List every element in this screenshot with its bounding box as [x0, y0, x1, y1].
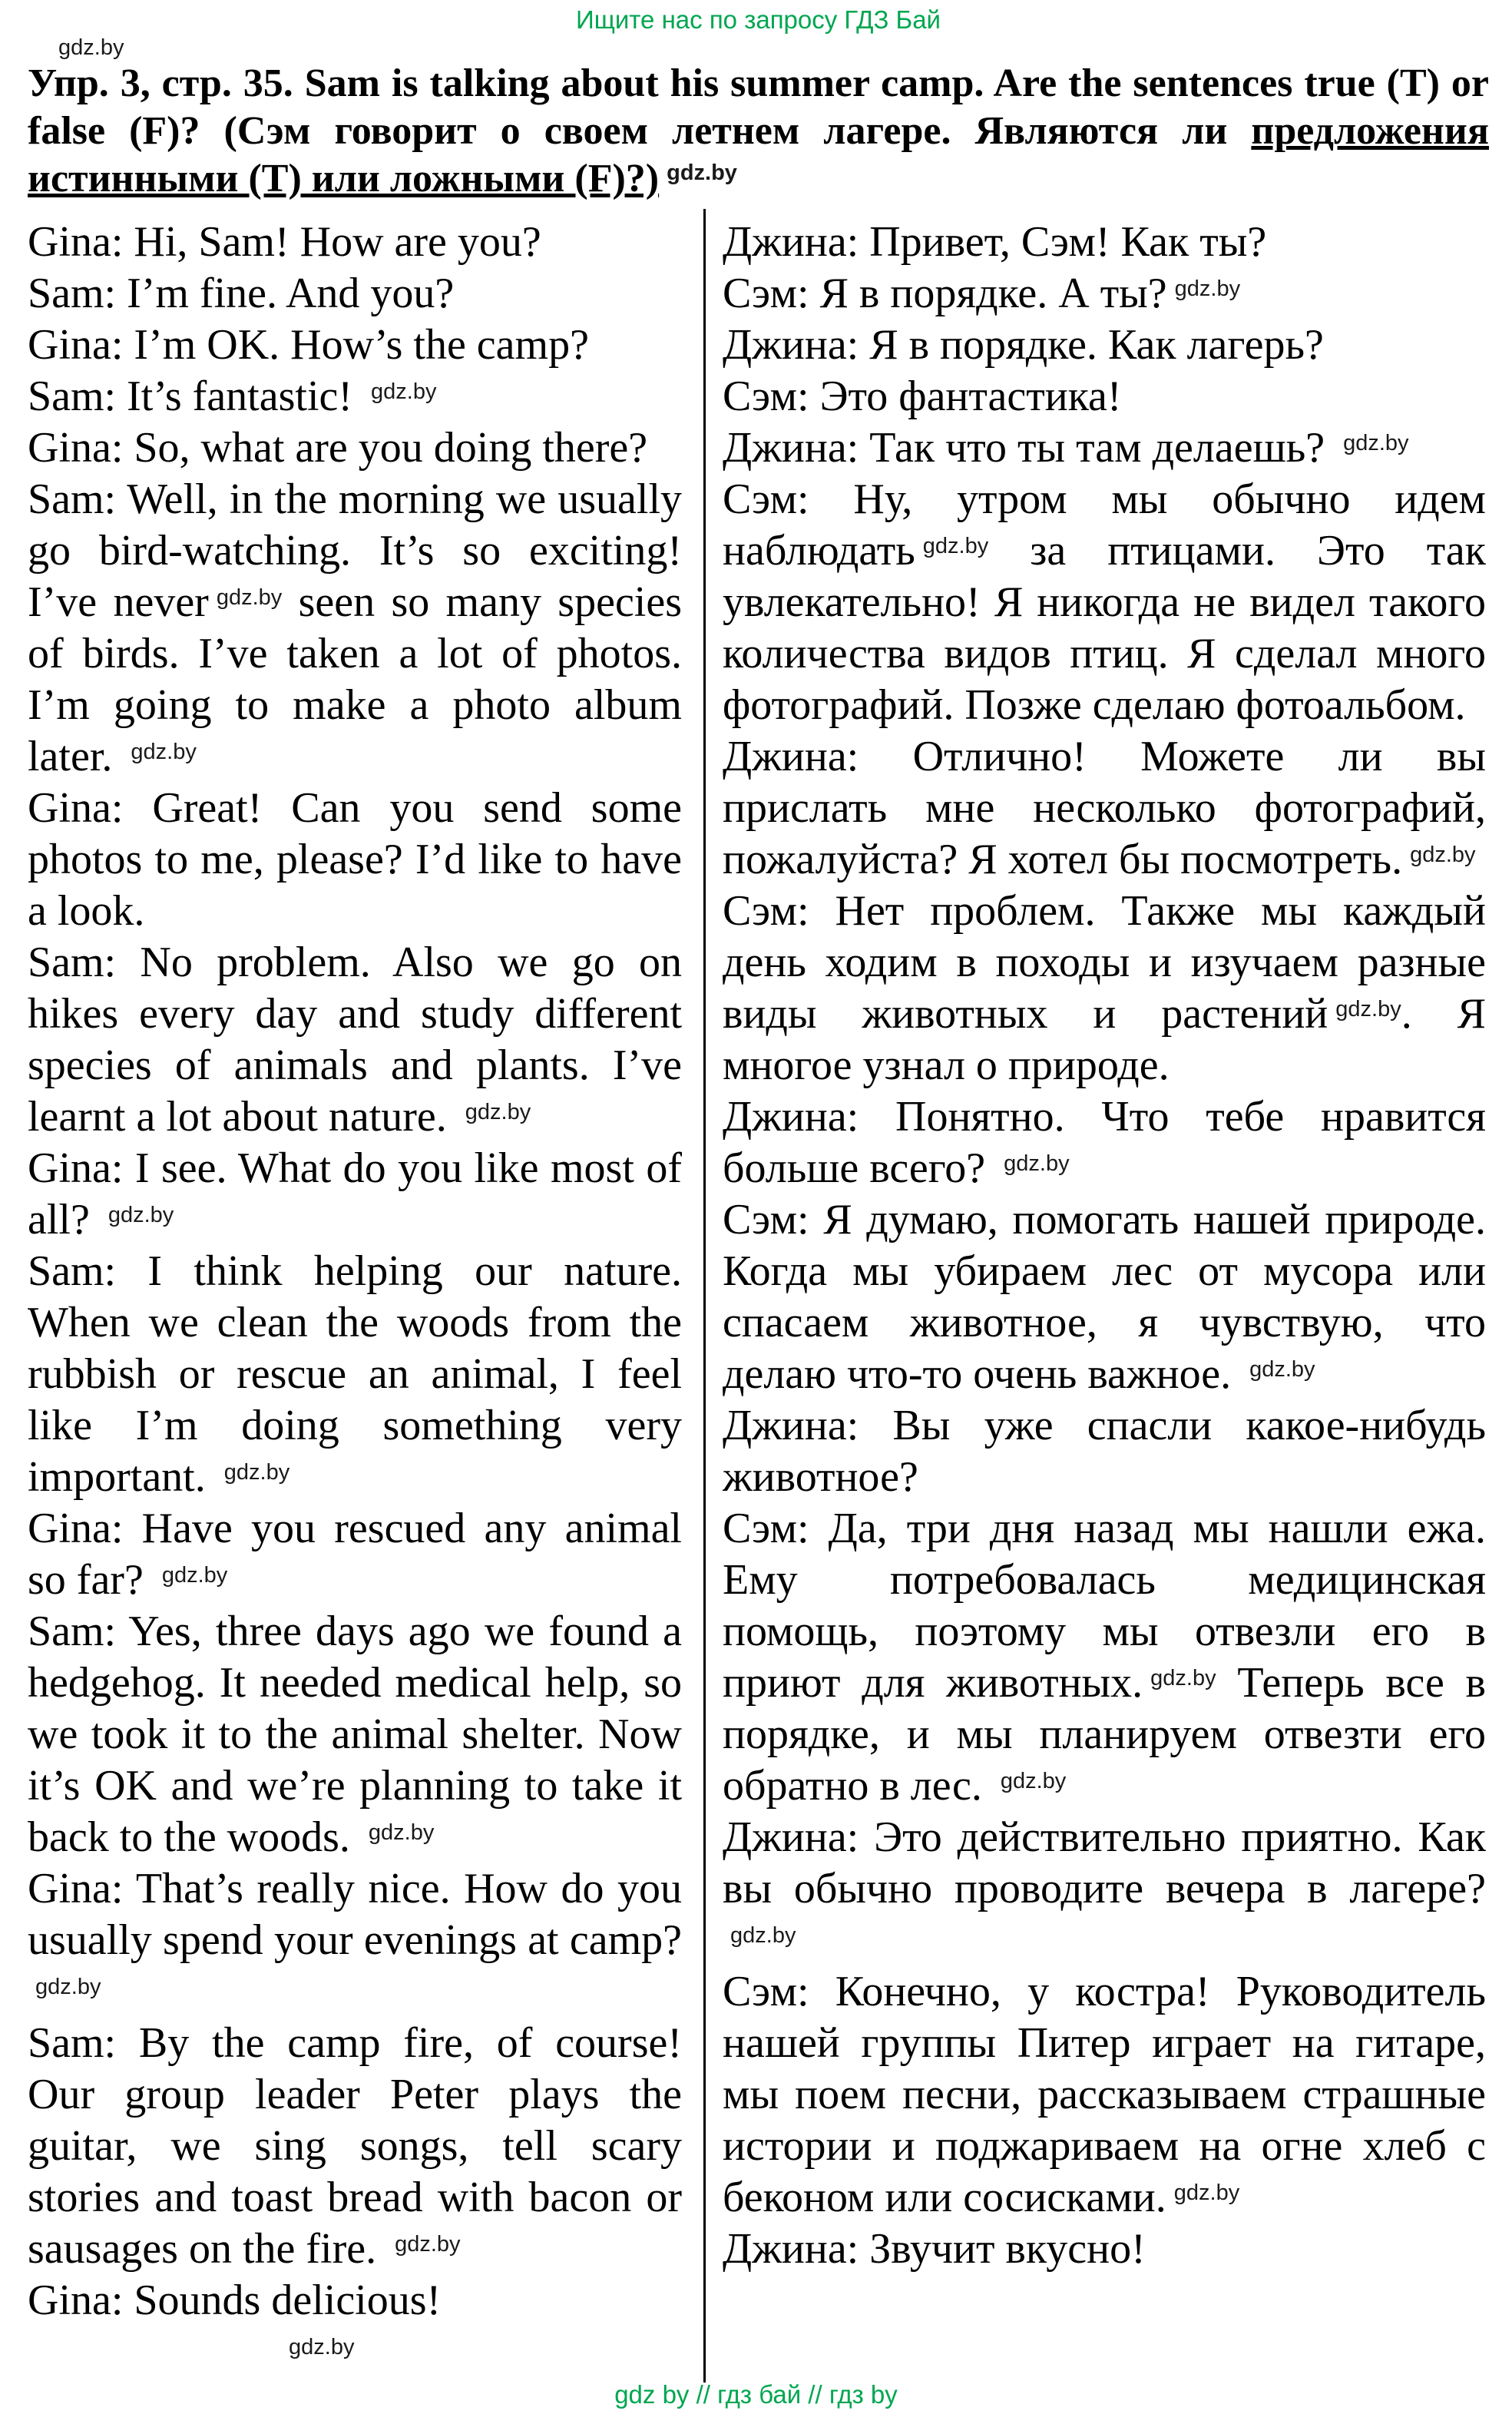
gdz-watermark: gdz.by [216, 585, 283, 610]
gdz-watermark: gdz.by [35, 1975, 101, 1999]
dialog-line: Gina: Have you rescued any animal so far? $^{gdz.by}$ [28, 1505, 682, 1604]
dialog-line: Джина: Так что ты там делаешь? $^{gdz.by}$ [723, 424, 1409, 472]
dialog-line: Gina: I see. What do you like most of all? $^{gdz.by}$ [28, 1144, 682, 1243]
dialog-line: Джина: Вы уже спасли какое-нибудь животное? [723, 1402, 1486, 1501]
dialog-line: Сэм: Я думаю, помогать нашей природе. Когда мы убираем лес от мусора или спасаем животное, я чувствую, что делаю что-то очень важное. $^{gdz.by}$ [723, 1196, 1486, 1398]
dialog-line: Джина: Звучит вкусно! [723, 2225, 1146, 2273]
dialog-line: Сэм: Это фантастика! [723, 373, 1122, 420]
gdz-watermark: gdz.by [371, 379, 437, 404]
gdz-watermark: gdz.by [465, 1100, 531, 1124]
gdz-watermark: gdz.by [368, 1820, 435, 1845]
gdz-watermark: gdz.by [161, 1563, 228, 1588]
gdz-watermark: gdz.by [1174, 277, 1241, 301]
dialog-line: Джина: Привет, Сэм! Как ты? [723, 218, 1267, 266]
dialog-line: Джина: Это действительно приятно. Как вы обычно проводите вечера в лагере? $^{gdz.by}$ [723, 1813, 1486, 1948]
footer-banner: gdz by // гдз бай // гдз by [614, 2380, 898, 2409]
exercise-heading [28, 60, 1489, 203]
gdz-watermark: gdz.by [1150, 1666, 1216, 1690]
dialog-line: Сэм: Ну, утром мы обычно идем наблюдать $^{gdz.by}$ за птицами. Это так увлекательно! Я никогда не видел такого количества видов птиц. Я сделал много фотографий. Позже сделаю фотоальбом. [723, 475, 1486, 729]
gdz-watermark: gdz.by [1173, 2181, 1240, 2205]
dialog-line: Сэм: Нет проблем. Также мы каждый день ходим в походы и изучаем разные виды животных и растений $^{gdz.by}$. Я многое узнал о природе. [723, 887, 1486, 1089]
gdz-watermark: gdz.by [108, 1203, 174, 1227]
gdz-watermark: gdz.by [1004, 1151, 1070, 1176]
dialog-line: Gina: Sounds delicious! [28, 2277, 442, 2324]
gdz-watermark: gdz.by [1000, 1769, 1067, 1793]
dialog-line: Sam: I think helping our nature. When we clean the woods from the rubbish or rescue an animal, I feel like I’m doing something very important. $^{gdz.by}$ [28, 1247, 682, 1501]
gdz-watermark: gdz.by [1343, 431, 1409, 455]
dialog-line: Gina: I’m OK. How’s the camp? [28, 321, 589, 369]
gdz-watermark: gdz.by [223, 1460, 290, 1485]
dialog-column-russian [703, 209, 1489, 2383]
top-banner: Ищите нас по запросу ГДЗ Бай [576, 5, 941, 34]
dialog-line: Gina: Great! Can you send some photos to me, please? I’d like to have a look. [28, 784, 682, 935]
exercise-heading-underlined: предложения истинными (T) или ложными (F)?) [28, 109, 1489, 200]
gdz-watermark: gdz.by [131, 740, 197, 764]
dialog-line: Sam: I’m fine. And you? [28, 270, 455, 317]
gdz-watermark: gdz.by [1410, 843, 1476, 867]
gdz-watermark: gdz.by [730, 1923, 796, 1948]
dialog-line: Gina: That’s really nice. How do you usually spend your evenings at camp? $^{gdz.by}$ [28, 1865, 682, 1999]
dialog-line [28, 2326, 682, 2378]
gdz-watermark: gdz.by [58, 35, 124, 60]
dialog-line: Sam: No problem. Also we go on hikes every day and study different species of animals and plants. I’ve learnt a lot about nature. $^{gdz.by}$ [28, 939, 682, 1141]
dialog-table [28, 209, 1489, 2383]
dialog-line: Сэм: Конечно, у костра! Руководитель нашей группы Питер играет на гитаре, мы поем песни, рассказываем страшные истории и поджариваем на огне хлеб с беконом или сосисками. $^{gdz.by}$ [723, 1968, 1486, 2221]
gdz-watermark: gdz.by [1335, 997, 1401, 1022]
dialog-line: Джина: Отлично! Можете ли вы прислать мне несколько фотографий, пожалуйста? Я хотел бы посмотреть. $^{gdz.by}$ [723, 733, 1486, 883]
gdz-watermark: gdz.by [667, 161, 737, 185]
gdz-watermark: gdz.by [289, 2335, 355, 2359]
dialog-line: Gina: Hi, Sam! How are you? [28, 218, 541, 266]
gdz-watermark: gdz.by [395, 2232, 461, 2257]
dialog-line: Sam: Well, in the morning we usually go bird-watching. It’s so exciting! I’ve never $^{gdz.by}$ seen so many species of birds. I’ve taken a lot of photos. I’m going to make a photo album later. $^{gdz.by}$ [28, 475, 683, 780]
dialog-line: Джина: Я в порядке. Как лагерь? [723, 321, 1324, 369]
dialog-line: Sam: Yes, three days ago we found a hedgehog. It needed medical help, so we took it to the animal shelter. Now it’s OK and we’re planning to take it back to the woods. $^{gdz.by}$ [28, 1608, 682, 1861]
dialog-line: Сэм: Да, три дня назад мы нашли ежа. Ему потребовалась медицинская помощь, поэтому мы отвезли его в приют для животных. $^{gdz.by}$ Теперь все в порядке, и мы планируем отвезти его обратно в лес. $^{gdz.by}$ [723, 1505, 1486, 1810]
dialog-line: Gina: So, what are you doing there? [28, 424, 648, 472]
dialog-line: Джина: Понятно. Что тебе нравится больше всего? $^{gdz.by}$ [723, 1093, 1486, 1192]
dialog-column-english [28, 209, 703, 2383]
dialog-line: Сэм: Я в порядке. А ты? $^{gdz.by}$ [723, 270, 1241, 317]
dialog-line: Sam: It’s fantastic! $^{gdz.by}$ [28, 373, 437, 420]
dialog-line: Sam: By the camp fire, of course! Our group leader Peter plays the guitar, we sing songs, tell scary stories and toast bread with bacon or sausages on the fire. $^{gdz.by}$ [28, 2019, 682, 2273]
exercise-heading-main: Упр. 3, стр. 35. Sam is talking about his summer camp. Are the sentences true (T) or false (F)? (Сэм говорит о своем летнем лагере. Являются ли [28, 61, 1489, 153]
gdz-watermark: gdz.by [922, 534, 989, 558]
gdz-watermark: gdz.by [1249, 1357, 1315, 1382]
